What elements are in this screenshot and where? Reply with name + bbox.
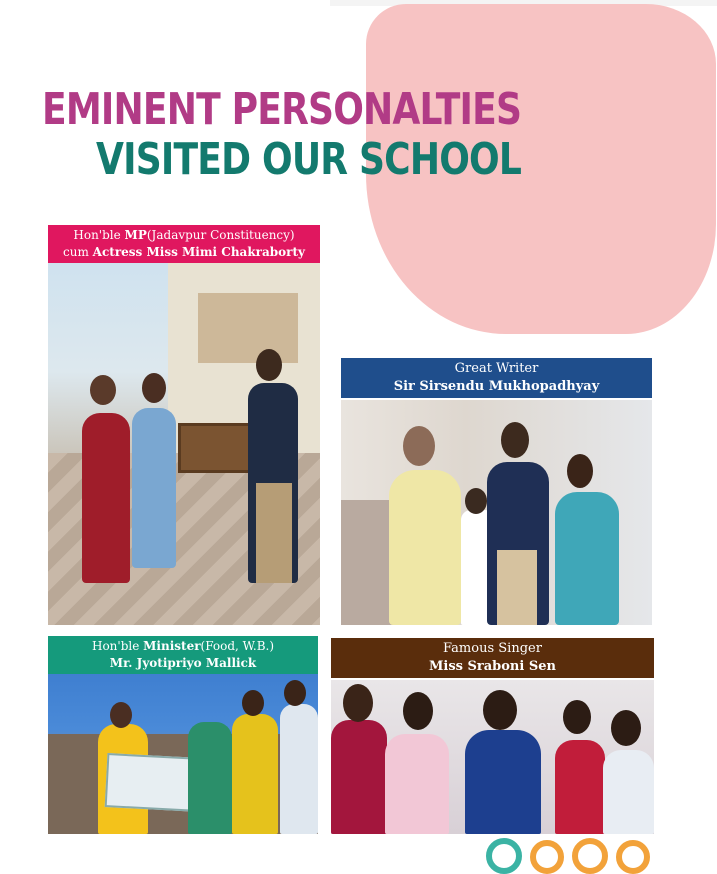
photo-minister-visit (48, 674, 318, 834)
caption-minister-line2: Mr. Jyotipriyo Mallick (109, 656, 257, 670)
photo-singer-visit (331, 680, 654, 834)
bottom-decoration (572, 838, 608, 874)
caption-writer (341, 358, 652, 398)
photo-writer-visit (341, 400, 652, 625)
caption-writer-line2: Sir Sirsendu Mukhopadhyay (393, 379, 600, 394)
bottom-decoration (486, 838, 522, 874)
title-line-2: VISITED OUR SCHOOL (96, 134, 522, 185)
caption-minister (48, 636, 318, 674)
caption-minister-line1: Hon'ble Minister(Food, W.B.) (91, 639, 275, 653)
bottom-decoration (530, 840, 564, 874)
photo-mp-visit (48, 263, 320, 625)
caption-mp (48, 225, 320, 263)
caption-mp-line2: cum Actress Miss Mimi Chakraborty (63, 245, 305, 259)
caption-singer-line1: Famous Singer (443, 641, 542, 656)
caption-writer-line1: Great Writer (454, 361, 539, 376)
bottom-decoration (616, 840, 650, 874)
title-line-1: EMINENT PERSONALTIES (42, 84, 522, 135)
caption-singer-line2: Miss Sraboni Sen (429, 659, 556, 674)
caption-singer (331, 638, 654, 678)
caption-mp-line1: Hon'ble MP(Jadavpur Constituency) (73, 228, 295, 242)
